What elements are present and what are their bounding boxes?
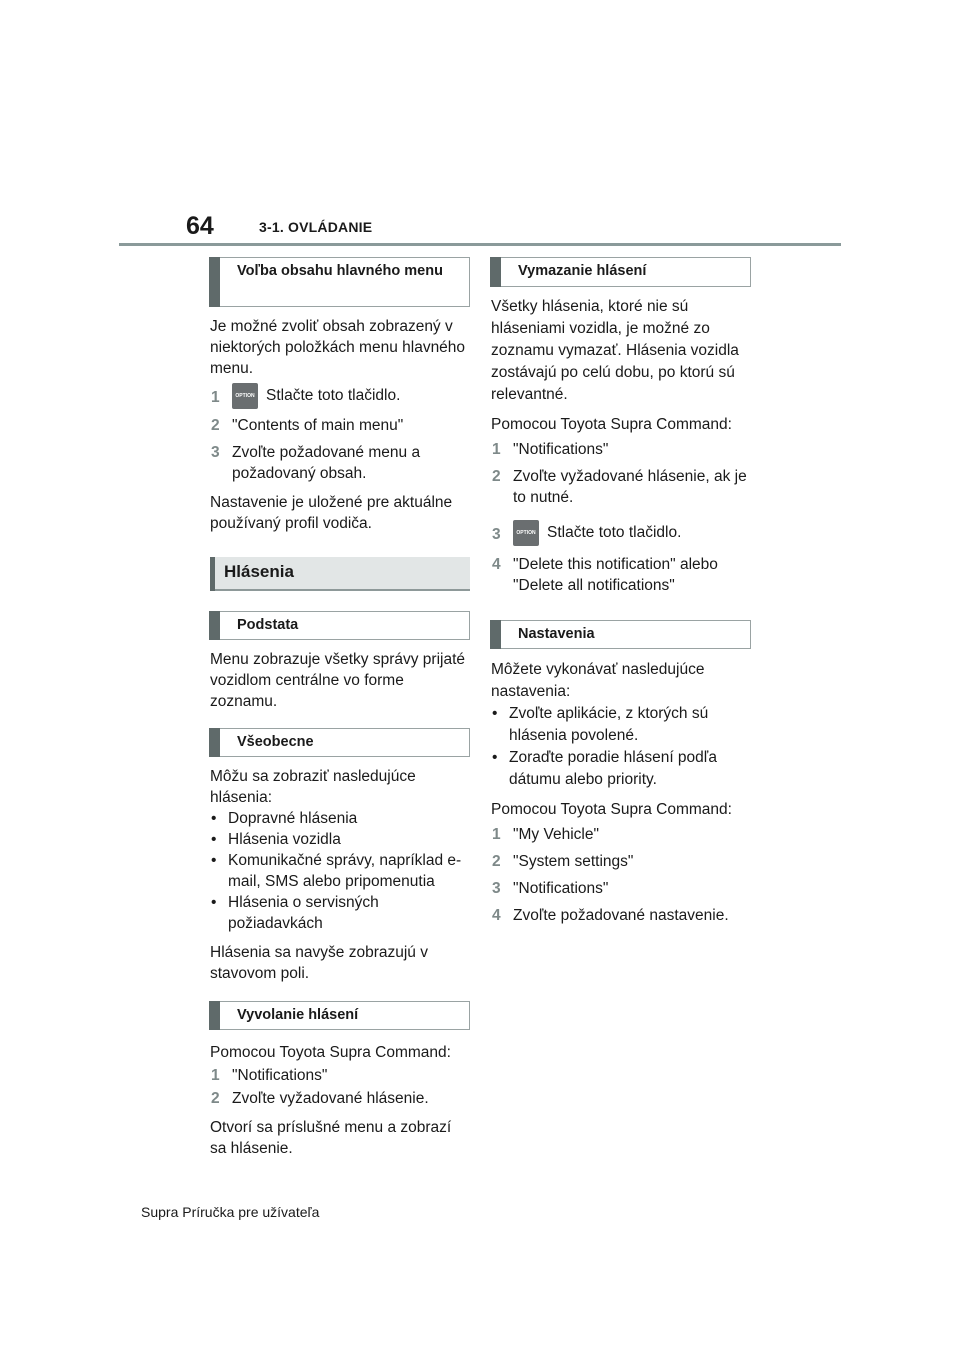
bullet-item: • Hlásenia vozidla	[211, 831, 341, 848]
step-text: Stlačte toto tlačidlo.	[547, 524, 682, 542]
step-item	[210, 442, 470, 484]
step-number: 3	[492, 526, 501, 543]
step-text: "Notifications"	[232, 1067, 328, 1084]
bullet-text: Zvoľte aplikácie, z ktorých sú hlásenia povolené.	[509, 705, 709, 744]
step-item	[491, 466, 751, 508]
bullet-item: • Hlásenia o servisných požiadavkách	[211, 894, 379, 932]
step-number: 2	[492, 853, 501, 870]
section-heading-general: Všeobecne	[209, 728, 470, 757]
step-item	[210, 1088, 470, 1109]
chapter-title: 3-1. OVLÁDANIE	[259, 219, 373, 235]
bullet-item: • Komunikačné správy, napríklad e-mail, SMS alebo pripomenutia	[211, 852, 462, 890]
step-number: 1	[211, 389, 220, 406]
step-item	[491, 554, 751, 596]
step-text: Zvoľte vyžadované hlásenie, ak je to nutné.	[513, 468, 747, 506]
section-heading-recall: Vyvolanie hlásení	[209, 1001, 470, 1030]
step-item	[491, 878, 751, 899]
bullet-text: Hlásenia vozidla	[228, 831, 341, 848]
option-button-icon: OPTION	[232, 383, 258, 409]
header-divider	[119, 243, 841, 246]
step-number: 2	[211, 417, 220, 434]
step-number: 1	[492, 441, 501, 458]
step-number: 4	[492, 907, 501, 924]
page-number: 64	[186, 212, 214, 240]
step-text: "Notifications"	[513, 880, 609, 897]
paragraph-saved: Nastavenie je uložené pre aktuálne používaný profil vodiča.	[210, 494, 453, 532]
step-item	[491, 851, 751, 872]
paragraph-opens: Otvorí sa príslušné menu a zobrazí sa hlásenie.	[210, 1119, 452, 1157]
step-text: Zvoľte požadované menu a požadovaný obsah.	[232, 444, 421, 482]
step-text: "System settings"	[513, 853, 634, 870]
step-number: 3	[492, 880, 501, 897]
section-heading-main-menu: Voľba obsahu hlavného menu	[209, 257, 470, 307]
paragraph-status-bar: Hlásenia sa navyše zobrazujú v stavovom poli.	[210, 944, 428, 982]
bullet-text: Hlásenia o servisných požiadavkách	[228, 894, 379, 932]
step-text: Zvoľte požadované nastavenie.	[513, 907, 729, 924]
section-heading-principle: Podstata	[209, 611, 470, 640]
paragraph-principle: Menu zobrazuje všetky správy prijaté vozidlom centrálne vo forme zoznamu.	[210, 651, 466, 710]
step-item	[210, 415, 470, 436]
bullet-item: • Dopravné hlásenia	[211, 810, 358, 827]
step-item	[210, 383, 470, 409]
paragraph-command: Pomocou Toyota Supra Command:	[210, 1044, 451, 1061]
step-item	[491, 439, 751, 460]
paragraph-command: Pomocou Toyota Supra Command:	[491, 801, 732, 818]
section-heading-settings: Nastavenia	[490, 620, 751, 649]
major-heading-notifications: Hlásenia	[210, 557, 470, 591]
step-number: 4	[492, 556, 501, 573]
paragraph-general: Môžu sa zobraziť nasledujúce hlásenia:	[210, 768, 416, 806]
paragraph-delete: Všetky hlásenia, ktoré nie sú hláseniami vozidla, je možné zo zoznamu vymazať. Hlásenia vozidla zostávajú po celú dobu, po ktorú sú relevantné.	[491, 298, 739, 403]
paragraph-settings: Môžete vykonávať nasledujúce nastavenia:	[491, 661, 705, 700]
step-number: 3	[211, 444, 220, 461]
footer-text: Supra Príručka pre užívateľa	[141, 1204, 320, 1220]
step-text: Stlačte toto tlačidlo.	[266, 387, 401, 405]
paragraph-main-menu: Je možné zvoliť obsah zobrazený v niektorých položkách menu hlavného menu.	[210, 318, 466, 377]
step-text: "Notifications"	[513, 441, 609, 458]
step-item	[491, 905, 751, 926]
step-number: 2	[211, 1090, 220, 1107]
step-text: "Delete this notification" alebo "Delete all notifications"	[513, 556, 718, 594]
step-number: 1	[211, 1067, 220, 1084]
step-number: 1	[492, 826, 501, 843]
step-text: "My Vehicle"	[513, 826, 599, 843]
section-heading-delete: Vymazanie hlásení	[490, 257, 751, 287]
bullet-item: • Zvoľte aplikácie, z ktorých sú hlásenia povolené.	[492, 705, 709, 744]
step-text: Zvoľte vyžadované hlásenie.	[232, 1090, 429, 1107]
step-item	[491, 824, 751, 845]
step-number: 2	[492, 468, 501, 485]
bullet-text: Dopravné hlásenia	[228, 810, 358, 827]
step-item	[210, 1065, 470, 1086]
step-text: "Contents of main menu"	[232, 417, 404, 434]
bullet-item: • Zoraďte poradie hlásení podľa dátumu alebo priority.	[492, 749, 717, 788]
paragraph-command: Pomocou Toyota Supra Command:	[491, 416, 732, 433]
bullet-text: Zoraďte poradie hlásení podľa dátumu alebo priority.	[509, 749, 717, 788]
bullet-text: Komunikačné správy, napríklad e-mail, SMS alebo pripomenutia	[228, 852, 462, 890]
step-item	[491, 520, 751, 546]
left-column	[210, 257, 470, 1159]
option-button-icon: OPTION	[513, 520, 539, 546]
right-column	[491, 257, 751, 926]
